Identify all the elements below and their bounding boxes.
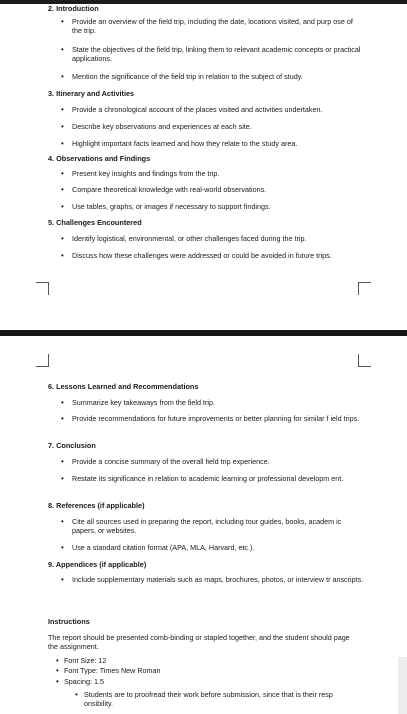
list-item: • Provide a concise summary of the overall field trip experience. <box>72 457 364 466</box>
list-item: • Provide a chronological account of the places visited and activities undertaken. <box>72 105 364 114</box>
list-item: • Font Size: 12 <box>64 656 324 665</box>
list-item: • State the objectives of the field trip, linking them to relevant academic concepts or practical applications. <box>72 45 364 64</box>
instructions-heading: Instructions <box>48 617 90 626</box>
section-heading-itinerary: 3. Itinerary and Activities <box>48 89 135 98</box>
section-heading-challenges: 5. Challenges Encountered <box>48 218 142 227</box>
section-heading-observations: 4. Observations and Findings <box>48 154 151 163</box>
section-heading-appendices: 9. Appendices (if applicable) <box>48 560 147 569</box>
list-item: • Provide an overview of the field trip, including the date, locations visited, and purp ose of the trip. <box>72 17 364 36</box>
list-item: • Discuss how these challenges were addressed or could be avoided in future trips. <box>72 251 364 260</box>
list-item: • Present key insights and findings from the trip. <box>72 169 364 178</box>
instructions-paragraph: The report should be presented comb-binding or stapled together, and the student should page the assignment. <box>48 633 350 652</box>
list-item: • Compare theoretical knowledge with real-world observations. <box>72 185 364 194</box>
list-item: • Highlight important facts learned and how they relate to the study area. <box>72 139 364 148</box>
list-item: • Use a standard citation format (APA, MLA, Harvard, etc.). <box>72 543 364 552</box>
list-item: • Font Type: Times New Roman <box>64 666 324 675</box>
list-item: • Mention the significance of the field trip in relation to the subject of study. <box>72 72 364 81</box>
list-item: • Spacing: 1.5 <box>64 677 324 686</box>
section-heading-introduction: 2. Introduction <box>48 4 99 13</box>
list-item: • Summarize key takeaways from the field trip. <box>72 398 364 407</box>
page-margin-mark <box>36 282 49 295</box>
section-heading-references: 8. References (if applicable) <box>48 501 145 510</box>
list-item: • Cite all sources used in preparing the report, including tour guides, books, academ ic papers, or websites. <box>72 517 364 536</box>
section-heading-lessons: 6. Lessons Learned and Recommendations <box>48 382 199 391</box>
list-item: • Restate its significance in relation to academic learning or professional developm ent. <box>72 474 364 483</box>
scrollbar[interactable] <box>398 657 407 714</box>
list-item: • Identify logistical, environmental, or other challenges faced during the trip. <box>72 234 364 243</box>
list-item: • Use tables, graphs, or images if necessary to support findings. <box>72 202 364 211</box>
page-margin-mark <box>358 282 371 295</box>
list-item: • Describe key observations and experiences at each site. <box>72 122 364 131</box>
page-margin-mark <box>36 354 49 367</box>
page-margin-mark <box>358 354 371 367</box>
list-item: • Students are to proofread their work before submission, since that is their resp onsibility. <box>84 690 362 709</box>
list-item: • Include supplementary materials such as maps, brochures, photos, or interview tr anscripts. <box>72 575 364 584</box>
page-break-divider <box>0 330 407 336</box>
list-item: • Provide recommendations for future improvements or better planning for similar f ield trips. <box>72 414 364 423</box>
section-heading-conclusion: 7. Conclusion <box>48 441 96 450</box>
